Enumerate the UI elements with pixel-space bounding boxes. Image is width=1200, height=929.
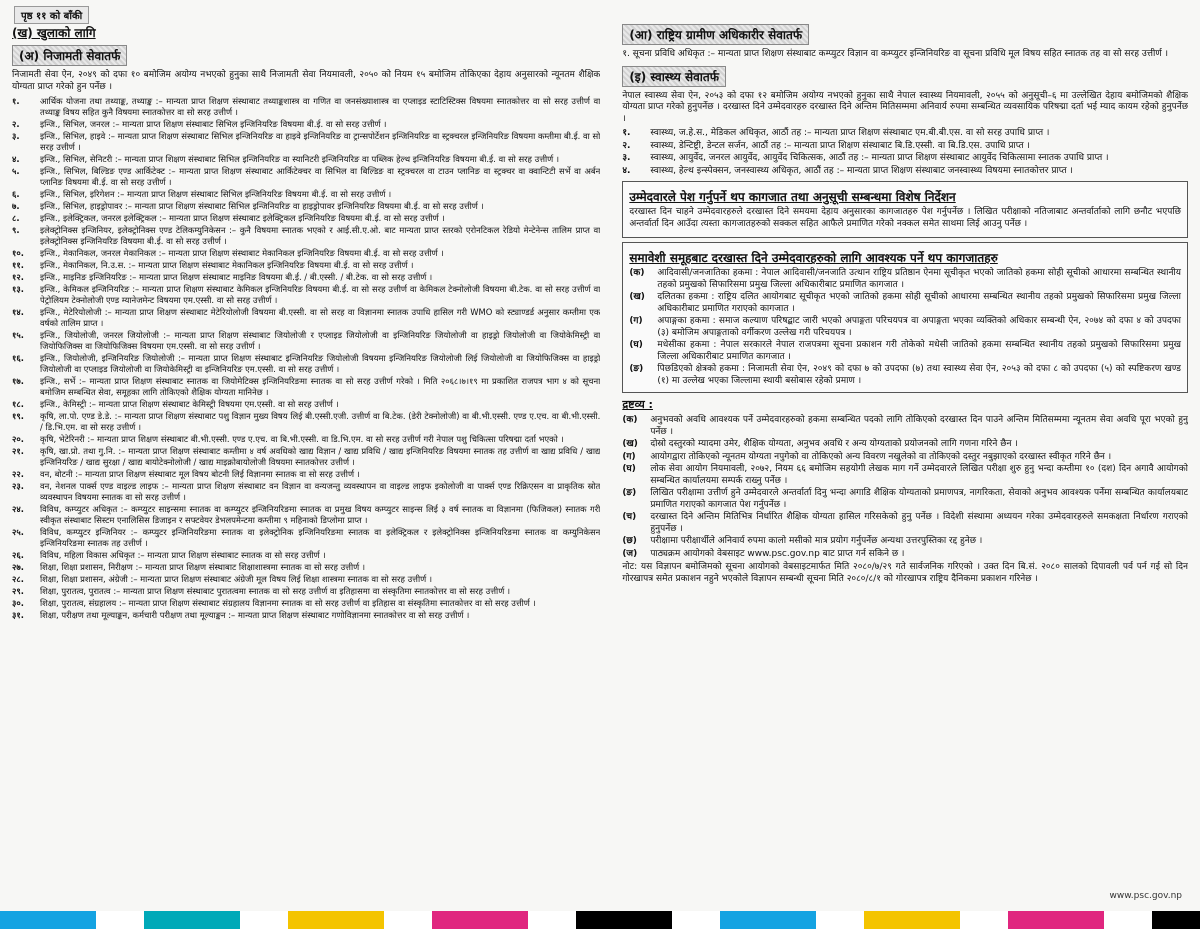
item-text: इन्जि., केमिकल इन्जिनियरिङ :– मान्यता प्राप्त शिक्षण संस्थाबाट केमिकल इन्जिनियरिङ विषयमा बी.ई. वा सो सरह उत्तीर्ण वा केमिकल टेक्नोलोजी विषयमा बी.टेक. वा सो सरह उत्तीर्ण वा पेट्रोलियम टेक्नोलोजी एण्ड म्यानेजमेन्ट विषयमा एम.एस्सी. वा सो सरह उत्तीर्ण । (40, 284, 601, 305)
item-number: २५. (12, 527, 24, 537)
quota-heading: समावेशी समूहबाट दरखास्त दिने उम्मेदवारहरुको लागि आवश्यक पर्ने थप कागजातहरु (629, 251, 998, 265)
item-number: २९. (12, 586, 24, 596)
left-column (12, 22, 600, 905)
list-item (12, 284, 600, 306)
list-item (12, 225, 600, 247)
section-health-service: (इ) स्वास्थ्य सेवातर्फ (622, 66, 726, 87)
item-number: २४. (12, 504, 24, 514)
item-text: इलेक्ट्रोनिक्स इन्जिनियर, इलेक्ट्रोनिक्स एण्ड टेलिकम्युनिकेसन :– कुनै विषयमा स्नातक भएको र आई.सी.ए.ओ. बाट मान्यता प्राप्त स्तरको एरोनटिकल रेडियो मेन्टेनेन्स तालिम प्राप्त वा इलेक्ट्रोनिक्स इन्जिनियरिङ विषयमा बी.ई. वा सो सरह उत्तीर्ण । (40, 225, 601, 246)
documents-box (622, 181, 1188, 238)
list-item (622, 488, 1188, 511)
list-item (12, 469, 600, 480)
right-column (622, 22, 1188, 905)
item-text: इन्जि., सिभिल, सेनिटरी :– मान्यता प्राप्त शिक्षण संस्थाबाट सिभिल इन्जिनियरिङ वा स्यानिटरी इन्जिनियरिङ वा पब्लिक हेल्थ इन्जिनियरिङ विषयमा बी.ई. वा सो सरह उत्तीर्ण । (40, 154, 560, 164)
item-number: २६. (12, 550, 24, 560)
item-number: (घ) (622, 464, 636, 474)
item-text: विविध, कम्प्युटर अधिकृत :– कम्प्युटर साइन्समा स्नातक वा कम्प्युटर इन्जिनियरिङमा स्नातक वा प्रमुख विषय कम्प्युटर साइन्स लिई ३ वर्ष स्नातक वा विज्ञानमा (फिजिकल) स्नातक गरी स्वीकृत संस्थाबाट सिस्टम एनालिसिस डिजाइन र सफ्टवेयर डेभलपमेन्टमा कम्तीमा ९ महिनाको डिप्लोमा प्राप्त । (40, 504, 601, 525)
item-text: कृषि, भेटेरिनरी :– मान्यता प्राप्त शिक्षण संस्थाबाट बी.भी.एस्सी. एण्ड ए.एच. वा बि.भी.एस्सी. वा डि.भि.एम. वा सो सरह उत्तीर्ण गरी नेपाल पशु चिकित्सा परिषद्मा दर्ता भएको । (40, 434, 564, 444)
list-item (622, 415, 1188, 438)
item-number: १९. (12, 411, 24, 421)
item-number: (ख) (629, 292, 645, 302)
list-item (629, 364, 1181, 387)
item-text: लिखित परीक्षामा उत्तीर्ण हुने उम्मेदवारले अन्तर्वार्ता दिनु भन्दा अगाडि शैक्षिक योग्यताको प्रमाणपत्र, नागरिकता, सेवाको अनुभव आवश्यक पर्नेमा सम्बन्धित कार्यालयबाट प्रमाणित गराएको कागजात पेश गर्नुपर्नेछ । (650, 488, 1188, 510)
item-text: पाठ्यक्रम आयोगको वेबसाइट www.psc.gov.np बाट प्राप्त गर्न सकिने छ । (650, 548, 905, 559)
item-text: विविध, महिला विकास अधिकृत :– मान्यता प्राप्त शिक्षण संस्थाबाट स्नातक वा सो सरह उत्तीर्ण । (40, 550, 326, 560)
list-item (622, 128, 1188, 140)
item-text: इन्जि., सिभिल, जनरल :– मान्यता प्राप्त शिक्षण संस्थाबाट सिभिल इन्जिनियरिङ विषयमा बी.ई. वा सो सरह उत्तीर्ण । (40, 119, 387, 129)
item-text: दोस्रो दस्तुरको म्यादमा उमेर, शैक्षिक योग्यता, अनुभव अवधि र अन्य योग्यताको प्रयोजनको लागि गणना गरिने छैन । (650, 439, 1018, 449)
quota-list (629, 268, 1181, 387)
item-text: आदिवासी/जनजातिका हकमा : नेपाल आदिवासी/जनजाति उत्थान राष्ट्रिय प्रतिष्ठान ऐनमा सूचीकृत भएको जातिको हकमा सोही सूचीको आधारमा सम्बन्धित स्थानीय तहको प्रमुखको सिफारिसमा प्रमुख जिल्ला अधिकारीबाट प्रमाणित कागजात । (657, 268, 1181, 290)
list-item (12, 307, 600, 329)
item-number: ७. (12, 201, 20, 211)
item-text: दरखास्त दिने अन्तिम मितिभित्र निर्धारित शैक्षिक योग्यता हासिल गरिसकेको हुनु पर्नेछ । विदेशी संस्थामा अध्ययन गरेका उम्मेदवारहरुले समकक्षता निर्धारण गराएको हुनुपर्नेछ । (650, 512, 1188, 534)
health-service-intro: नेपाल स्वास्थ्य सेवा ऐन, २०५३ को दफा १२ बमोजिम अयोग्य नभएको हुनुका साथै नेपाल स्वास्थ्य नियमावली, २०५५ को अनुसूची–६ मा उल्लेखित देहाय बमोजिमको शैक्षिक योग्यता प्राप्त गरेको हुनुपर्नेछ । दरखास्त दिने उम्मेदवारहरु दरखास्त दिने अन्तिम मितिसम्ममा अनिवार्य रुपमा सम्बन्धित व्यवसायिक परिषद्मा दर्ता भई म्याद कायम रहेको हुनुपर्नेछ । (622, 90, 1188, 124)
list-item (12, 610, 600, 621)
item-text: स्वास्थ्य, ज.हे.स., मेडिकल अधिकृत, आठौं तह :– मान्यता प्राप्त शिक्षण संस्थाबाट एम.बी.बी.एस. वा सो सरह उपाधि प्राप्त । (650, 128, 1050, 138)
list-item (12, 166, 600, 188)
list-item (12, 574, 600, 585)
website-link[interactable]: www.psc.gov.np (1109, 891, 1182, 901)
item-text: इन्जि., केमिस्ट्री :– मान्यता प्राप्त शिक्षण संस्थाबाट केमिस्ट्री विषयमा एम.एस्सी. वा सो सरह उत्तीर्ण । (40, 399, 339, 409)
list-item (12, 189, 600, 200)
list-item (622, 464, 1188, 487)
list-item (622, 166, 1188, 178)
page-tag: पृष्ठ ११ को बाँकी (14, 6, 89, 24)
list-item (622, 536, 1188, 548)
list-item (12, 260, 600, 271)
item-text: दलितका हकमा : राष्ट्रिय दलित आयोगबाट सूचीकृत भएको जातिको हकमा सोही सूचीको आधारमा सम्बन्धित स्थानीय तहको प्रमुखको सिफारिसमा प्रमुख जिल्ला अधिकारीबाट प्रमाणित गराएको कागजात । (657, 292, 1181, 314)
list-item (622, 452, 1188, 464)
print-color-bar (0, 911, 1200, 929)
item-number: (छ) (622, 536, 637, 546)
notes-list (622, 415, 1188, 560)
item-number: २०. (12, 434, 24, 444)
list-item (12, 481, 600, 503)
item-text: इन्जि., जियोलोजी, जनरल जियोलोजी :– मान्यता प्राप्त शिक्षण संस्थाबाट जियोलोजी र एप्लाइड जियोलोजी वा इन्जिनियरिङ जियोलोजी वा हाइड्रो जियोलोजी वा जियोकेमिस्ट्री वा जियोफिजिक्स वा जियोफिजिक्स विषयमा एम.एस्सी. वा सो सरह उत्तीर्ण । (40, 330, 601, 351)
list-item (622, 153, 1188, 165)
item-number: (ङ) (629, 364, 644, 374)
item-number: ११. (12, 260, 24, 270)
item-number: ५. (12, 166, 20, 176)
section-rural-service: (आ) राष्ट्रिय ग्रामीण अधिकारीर सेवातर्फ (622, 24, 809, 45)
item-text: इन्जि., माइनिङ इन्जिनियरिङ :– मान्यता प्राप्त शिक्षण संस्थाबाट माइनिङ विषयमा बी.ई. / बी.एस्सी. / बी.टेक. वा सो सरह उत्तीर्ण । (40, 272, 433, 282)
quota-box (622, 242, 1188, 393)
documents-heading: उम्मेदवारले पेश गर्नुपर्ने थप कागजात तथा अनुसूची सम्बन्धमा विशेष निर्देशन (629, 190, 956, 204)
list-item (629, 340, 1181, 363)
list-item (629, 316, 1181, 339)
item-number: (ग) (622, 451, 636, 462)
list-item (12, 96, 600, 118)
item-text: शिक्षा, शिक्षा प्रशासन, अंग्रेजी :– मान्यता प्राप्त शिक्षण संस्थाबाट अंग्रेजी मूल विषय लिई शिक्षा शास्त्रमा स्नातक वा सो सरह उत्तीर्ण । (40, 574, 433, 584)
list-item (12, 446, 600, 468)
item-number: ३. (622, 153, 631, 163)
item-text: शिक्षा, पुरातत्व, पुरातत्व :– मान्यता प्राप्त शिक्षण संस्थाबाट पुरातत्वमा स्नातक वा सो सरह उत्तीर्ण वा इतिहासमा वा संस्कृतिमा स्नातकोत्तर वा सो सरह उत्तीर्ण । (40, 586, 511, 596)
item-text: इन्जि., इलेक्ट्रिकल, जनरल इलेक्ट्रिकल :– मान्यता प्राप्त शिक्षण संस्थाबाट इलेक्ट्रिकल इन्जिनियरिङ विषयमा बी.ई. वा सो सरह उत्तीर्ण । (40, 213, 445, 223)
item-text: इन्जि., सर्भे :– मान्यता प्राप्त शिक्षण संस्थाबाट स्नातक वा जियोमेटिक्स इन्जिनियरिङमा स्नातक वा सो सरह उत्तीर्ण गरेको । मिति २०६८।७।१९ मा प्रकाशित राजपत्र भाग ४ को सूचना बमोजिम सम्बन्धित सेवा, समूहका लागि तोकिएको शैक्षिक योग्यता मानिनेछ । (40, 376, 601, 397)
item-number: २८. (12, 574, 24, 584)
item-number: (ङ) (622, 488, 637, 498)
item-number: २१. (12, 446, 24, 456)
item-number: १. (12, 96, 20, 106)
item-text: इन्जि., सिभिल, हाइड्रोपावर :– मान्यता प्राप्त शिक्षण संस्थाबाट सिभिल इन्जिनियरिङ वा हाइड्रोपावर इन्जिनियरिङ विषयमा बी.ई. वा सो सरह उत्तीर्ण । (40, 201, 484, 211)
list-item (12, 504, 600, 526)
item-text: अपाङ्गका हकमा : समाज कल्याण परिषद्बाट जारी भएको अपाङ्गता परिचयपत्र वा अपाङ्गता भएका व्यक्तिको अधिकार सम्बन्धी ऐन, २०७४ को दफा ४ को उपदफा (३) बमोजिम अपाङ्गताको वर्गीकरण उल्लेख गरी परिचयपत्र । (657, 316, 1181, 338)
item-number: (ज) (622, 548, 638, 559)
item-number: (ग) (629, 316, 643, 326)
list-item (12, 248, 600, 259)
list-item (12, 201, 600, 212)
item-text: शिक्षा, पुरातत्व, संग्रहालय :– मान्यता प्राप्त शिक्षण संस्थाबाट संग्रहालय विज्ञानमा स्नातक वा सो सरह उत्तीर्ण वा इतिहास वा संस्कृतिमा स्नातकोत्तर वा सो सरह उत्तीर्ण । (40, 598, 536, 608)
item-text: अनुभवको अवधि आवश्यक पर्ने उम्मेदवारहरुको हकमा सम्बन्धित पदको लागि तोकिएको दरखास्त दिन पाउने अन्तिम मितिसम्ममा न्यूनतम सेवा अवधि पूरा भएको हुनु पर्नेछ । (650, 415, 1188, 437)
list-item (12, 330, 600, 352)
list-item (12, 353, 600, 375)
item-number: ४. (12, 154, 20, 164)
list-item (12, 131, 600, 153)
footer-note: नोट: यस विज्ञापन बमोजिमको सूचना आयोगको वेबसाइटमार्फत मिति २०८०/७/२९ गते सार्वजनिक गरिएको । उक्त दिन बि.सं. २०८० सालको दिपावली पर्व पर्न गई सो दिन गोरखापत्र समेत प्रकाशन नहुने भएकोले विज्ञापन सम्बन्धी सूचना मिति २०८०/८/१ को गोरखापत्र राष्ट्रिय दैनिकमा प्रकाशन गरिनेछ । (622, 562, 1188, 584)
item-number: २७. (12, 562, 24, 572)
list-item (12, 586, 600, 597)
list-item (12, 119, 600, 130)
list-item (12, 399, 600, 410)
item-text: स्वास्थ्य, डेन्टिष्ट्री, डेन्टल सर्जन, आठौं तह :– मान्यता प्राप्त शिक्षण संस्थाबाट बि.डि.एस्सी. वा बि.डि.एस. उपाधि प्राप्त । (650, 140, 1030, 151)
item-number: १३. (12, 284, 24, 294)
list-item (12, 213, 600, 224)
item-text: वन, नेशनल पार्क्स एण्ड वाइल्ड लाइफ :– मान्यता प्राप्त शिक्षण संस्थाबाट वन विज्ञान वा वन्यजन्तु व्यवस्थापन वा वाइल्ड लाइफ इकोलोजी वा पार्क्स एण्ड रिक्रिएसन वा प्राकृतिक स्रोत व्यवस्थापन विषयमा स्नातक वा सो सरह उत्तीर्ण । (40, 481, 601, 502)
list-item (12, 154, 600, 165)
list-item (622, 439, 1188, 451)
item-number: २२. (12, 469, 24, 479)
columns (12, 22, 1188, 905)
item-number: २३. (12, 481, 24, 491)
civil-service-intro: निजामती सेवा ऐन, २०४९ को दफा १० बमोजिम अयोग्य नभएको हुनुका साथै निजामती सेवा नियमावली, २०५० को नियम १५ बमोजिम तोकिएका देहाय अनुसारको न्यूनतम शैक्षिक योग्यता प्राप्त गरेको हुन पर्नेछ । (12, 70, 601, 92)
item-number: ९. (12, 225, 20, 235)
list-item (12, 434, 600, 445)
item-text: आयोगद्वारा तोकिएको न्यूनतम योग्यता नपुगेको वा तोकिएको अन्य विवरण नखुलेको वा तोकिएको दस्तुर नबुझाएको दरखास्त स्वीकृत गरिने छैन । (650, 451, 1112, 462)
list-item (12, 562, 600, 573)
documents-text: दरखास्त दिन चाहने उम्मेदवारहरुले दरखास्त दिने समयमा देहाय अनुसारका कागजातहरु पेश गर्नुपर्नेछ । लिखित परीक्षाको नतिजाबाट अन्तर्वार्ताको लागि छनौट भएपछि अन्तर्वार्ता दिन आउँदा त्यस्ता कागजातहरुको सक्कल सहित आफैले प्रमाणित गरेको नक्कल समेत साथमा लिई आउनु पर्नेछ । (629, 207, 1181, 229)
item-text: इन्जि., मेटेरियोलोजी :– मान्यता प्राप्त शिक्षण संस्थाबाट मेटेरियोलोजी विषयमा बी.एस्सी. वा सो सरह वा विज्ञानमा स्नातक उपाधि हासिल गरी WMO को स्ट्याण्डर्ड अनुसार कम्तीमा एक वर्षको तालिम प्राप्त । (40, 307, 601, 328)
item-text: इन्जि., सिभिल, बिल्डिङ एण्ड आर्किटेक्ट :– मान्यता प्राप्त शिक्षण संस्थाबाट आर्किटेक्चर वा सिभिल वा बिल्डिङ वा स्ट्रक्चरल वा टाउन प्लानिङ वा स्ट्रक्चर वा क्वान्टिटी सर्भे वा अर्बन प्लानिङ विषयमा बी.ई. वा सो सरह उत्तीर्ण । (40, 166, 601, 187)
item-text: कृषि, ला.पो. एण्ड डे.डे. :– मान्यता प्राप्त शिक्षण संस्थाबाट पशु विज्ञान मुख्य विषय लिई बी.एस्सी.एजी. उत्तीर्ण वा बि.टेक. (डेरी टेक्नोलोजी) वा बी.भी.एस्सी. एण्ड ए.एच. वा बी.भी.एस्सी. / डि.भि.एम. वा सो सरह उत्तीर्ण । (40, 411, 601, 432)
item-number: ६. (12, 189, 20, 199)
item-number: १७. (12, 376, 24, 386)
list-item (622, 512, 1188, 535)
item-number: ८. (12, 213, 20, 223)
rural-service-item-1: १. सूचना प्रविधि अधिकृत :– मान्यता प्राप्त शिक्षण संस्थाबाट कम्प्युटर विज्ञान वा कम्प्युटर इन्जिनियरिङ वा सूचना प्रविधि मूल विषय सहित स्नातक तह वा सो सरह उत्तीर्ण । (622, 49, 1169, 59)
item-number: (क) (622, 415, 638, 425)
list-item (12, 527, 600, 549)
civil-service-list (12, 96, 600, 621)
item-text: शिक्षा, परीक्षण तथा मूल्याङ्कन, कर्मचारी परीक्षण तथा मूल्याङ्कन :– मान्यता प्राप्त शिक्षण संस्थाबाट गणोविज्ञानमा स्नातकोत्तर वा सो सरह उत्तीर्ण । (40, 610, 470, 620)
item-number: २. (12, 119, 20, 129)
section-open-competition: (ख) खुलाको लागि (12, 26, 96, 40)
list-item (12, 550, 600, 561)
list-item (12, 411, 600, 433)
item-number: १. (622, 128, 631, 138)
item-number: १५. (12, 330, 24, 340)
item-text: शिक्षा, शिक्षा प्रशासन, निरीक्षण :– मान्यता प्राप्त शिक्षण संस्थाबाट शिक्षाशास्त्रमा स्नातक वा सो सरह उत्तीर्ण । (40, 562, 366, 572)
item-text: कृषि, खा.प्रो. तथा गु.नि. :– मान्यता प्राप्त शिक्षण संस्थाबाट कम्तीमा ४ वर्ष अवधिको खाद्य विज्ञान / खाद्य प्रविधि / खाद्य इन्जिनियरिङ विषयमा स्नातक तह उत्तीर्ण वा खाद्य प्रविधि / खाद्य इन्जिनियरिङ / खाद्य सुरक्षा / खाद्य बायोटेक्नोलोजी / खाद्य माइक्रोबायोलोजी विषयमा स्नातकोत्तर उत्तीर्ण । (40, 446, 601, 467)
item-number: ३१. (12, 610, 24, 620)
item-text: इन्जि., मेकानिकल, नि.उ.स. :– मान्यता प्राप्त शिक्षण संस्थाबाट मेकानिकल इन्जिनियरिङ विषयमा बी.ई. वा सो सरह उत्तीर्ण । (40, 260, 414, 270)
item-number: (क) (629, 268, 645, 278)
item-text: वन, बोटनी :– मान्यता प्राप्त शिक्षण संस्थाबाट मूल विषय बोटनी लिई विज्ञानमा स्नातक वा सो सरह उत्तीर्ण । (40, 469, 360, 479)
item-number: २. (622, 140, 631, 151)
list-item (629, 292, 1181, 315)
item-text: स्वास्थ्य, आयुर्वेद, जनरल आयुर्वेद, आयुर्वेद चिकित्सक, आठौं तह :– मान्यता प्राप्त शिक्षण संस्थाबाट आयुर्वेद चिकित्सामा स्नातक उपाधि प्राप्त । (650, 153, 1109, 163)
item-text: विविध, कम्प्युटर इन्जिनियर :– कम्प्युटर इन्जिनियरिङमा स्नातक वा इलेक्ट्रोनिक इन्जिनियरिङमा स्नातक वा इलेक्ट्रिकल र इलेक्ट्रोनिक्स इन्जिनियरिङमा स्नातक वा कम्युनिकेसन इन्जिनियरिङमा स्नातक तह उत्तीर्ण । (40, 527, 601, 548)
list-item (12, 376, 600, 398)
item-text: इन्जि., सिभिल, हाइवे :– मान्यता प्राप्त शिक्षण संस्थाबाट सिभिल इन्जिनियरिङ वा हाइवे इन्जिनियरिङ वा ट्रान्सपोर्टेशन इन्जिनियरिङ वा स्ट्रक्चरल इन्जिनियरिङ विषयमा कम्तीमा बी.ई. वा सो सरह उत्तीर्ण । (40, 131, 601, 152)
list-item (622, 141, 1188, 153)
item-number: १४. (12, 307, 24, 317)
item-text: मधेसीका हकमा : नेपाल सरकारले नेपाल राजपत्रमा सूचना प्रकाशन गरी तोकेको मधेसी जातिको हकमा सम्बन्धित स्थानीय तहको प्रमुखको सिफारिसमा प्रमुख जिल्ला अधिकारीबाट प्रमाणित कागजात । (657, 340, 1181, 362)
item-number: (ख) (622, 439, 638, 449)
notes-heading: द्रष्टव्य : (622, 398, 653, 411)
list-item (622, 549, 1188, 561)
item-number: १२. (12, 272, 24, 282)
item-text: इन्जि., जियोलोजी, इन्जिनियरिङ जियोलोजी :– मान्यता प्राप्त शिक्षण संस्थाबाट इन्जिनियरिङ जियोलोजी विषयमा इन्जिनियरिङ जियोलोजी लिई जियोलोजी वा जियोफिजिक्स वा हाइड्रो जियोलोजी वा एप्लाइड जियोलोजी वा जियोकेमिस्ट्री वा इन्जिनियरिङ एम.एस्सी. वा सो सरह उत्तीर्ण । (40, 353, 601, 374)
item-number: (च) (622, 512, 637, 522)
item-text: इन्जि., सिभिल, इरिगेशन :– मान्यता प्राप्त शिक्षण संस्थाबाट सिभिल इन्जिनियरिङ विषयमा बी.ई. वा सो सरह उत्तीर्ण । (40, 189, 392, 199)
item-text: आर्थिक योजना तथा तथ्याङ्क, तथ्याङ्क :– मान्यता प्राप्त शिक्षण संस्थाबाट तथ्याङ्कशास्त्र वा गणित वा जनसंख्याशास्त्र वा एप्लाइड स्टाटिस्टिक्स विषयमा स्नातकोत्तर वा सो सरह उत्तीर्ण वा तथ्याङ्क विषय सहित कुनै विषयमा स्नातकोत्तर वा सो सरह उत्तीर्ण । (40, 96, 601, 117)
item-text: पिछडिएको क्षेत्रको हकमा : निजामती सेवा ऐन, २०४९ को दफा ७ को उपदफा (७) तथा स्वास्थ्य सेवा ऐन, २०५३ को दफा ८ को उपदफा (५) को स्पष्टिकरण खण्ड (१) मा उल्लेख भएका जिल्लामा स्थायी बसोबास रहेको प्रमाण । (657, 364, 1181, 386)
item-number: १०. (12, 248, 24, 258)
item-number: १६. (12, 353, 24, 363)
item-number: ३०. (12, 598, 24, 608)
health-service-list (622, 128, 1188, 177)
list-item (629, 268, 1181, 291)
list-item (12, 272, 600, 283)
item-text: परीक्षामा परीक्षार्थीले अनिवार्य रुपमा कालो मसीको मात्र प्रयोग गर्नुपर्नेछ अन्यथा उत्तरपुस्तिका रद्द हुनेछ । (650, 536, 983, 546)
item-number: १८. (12, 399, 24, 409)
item-number: (घ) (629, 340, 643, 350)
item-text: लोक सेवा आयोग नियमावली, २०७२, नियम ६६ बमोजिम सहयोगी लेखक माग गर्ने उम्मेदवारले लिखित परीक्षा शुरु हुनु भन्दा कम्तीमा १० (दश) दिन अगावै आयोगको सम्बन्धित कार्यालयमा सम्पर्क राख्नु पर्नेछ । (650, 464, 1188, 486)
item-text: इन्जि., मेकानिकल, जनरल मेकानिकल :– मान्यता प्राप्त शिक्षण संस्थाबाट मेकानिकल इन्जिनियरिङ विषयमा बी.ई. वा सो सरह उत्तीर्ण । (40, 248, 444, 258)
item-number: ३. (12, 131, 20, 141)
list-item (12, 598, 600, 609)
item-text: स्वास्थ्य, हेल्थ इन्स्पेक्सन, जनस्वास्थ्य अधिकृत, आठौं तह :– मान्यता प्राप्त शिक्षण संस्थाबाट जनस्वास्थ्य विषयमा स्नातकोत्तर प्राप्त । (650, 165, 1073, 176)
item-number: ४. (622, 165, 631, 176)
section-civil-service: (अ) निजामती सेवातर्फ (12, 45, 127, 66)
